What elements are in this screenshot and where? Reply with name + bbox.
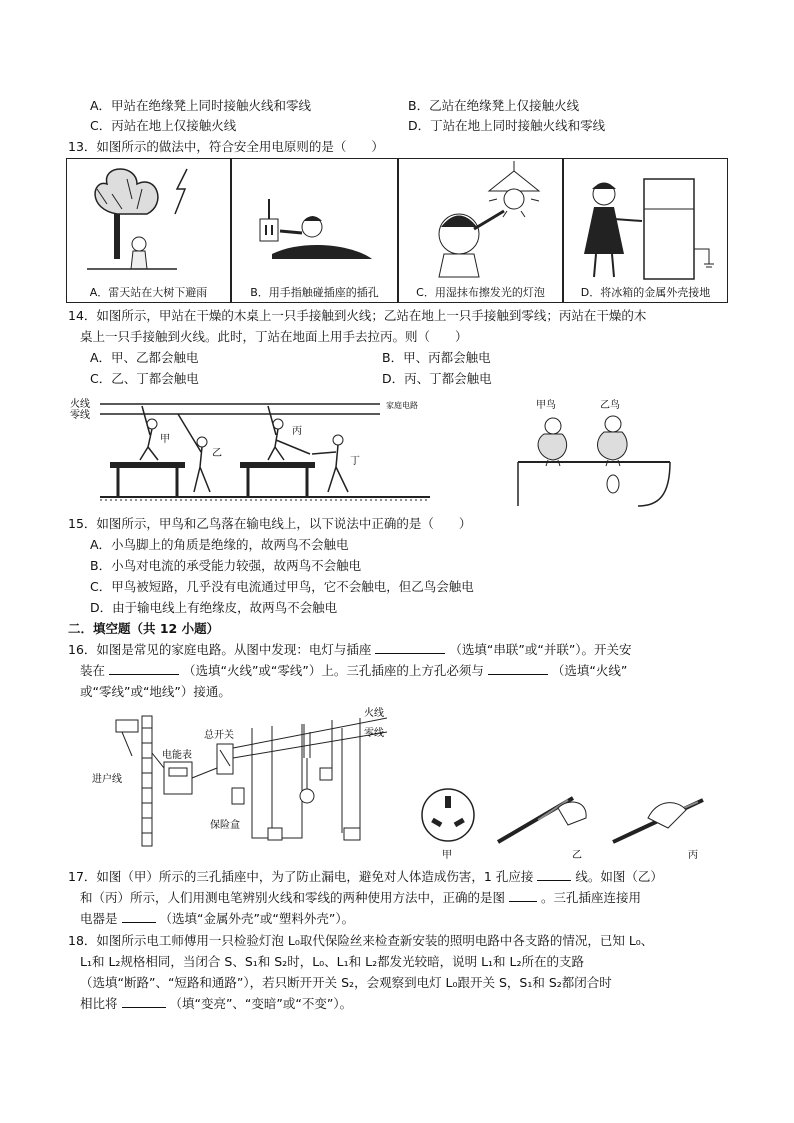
q16-line3: 或“零线”或“地线”）接通。 bbox=[80, 684, 231, 699]
q15-option-d: D．由于输电线上有绝缘皮，故两鸟不会触电 bbox=[90, 600, 338, 615]
q16-line2 bbox=[80, 661, 627, 681]
q14-jia-label: 甲 bbox=[160, 434, 170, 445]
q16-text-2c: （选填“火线” bbox=[551, 663, 628, 678]
q12-option-a: A．甲站在绝缘凳上同时接触火线和零线 bbox=[90, 98, 312, 113]
q12-option-b: B．乙站在绝缘凳上仅接触火线 bbox=[408, 98, 580, 113]
q17-blank-1[interactable] bbox=[537, 867, 571, 881]
q13-panel-a bbox=[66, 158, 231, 303]
q14-yi-label: 乙 bbox=[212, 448, 222, 459]
q15-option-c: C．甲鸟被短路，几乎没有电流通过甲鸟，它不会触电，但乙鸟会触电 bbox=[90, 579, 474, 594]
q16-text-1b: （选填“串联”或“并联”）。开关安 bbox=[449, 642, 632, 657]
q13-caption-b: B．用手指触碰插座的插孔 bbox=[250, 286, 379, 299]
q16-house-circuit-figure bbox=[92, 708, 392, 848]
q14-wire-people-figure bbox=[70, 392, 430, 507]
q16-entry-label: 进户线 bbox=[92, 774, 122, 785]
wet-cloth-bulb-illustration bbox=[399, 159, 564, 284]
fridge-ground-illustration bbox=[564, 159, 729, 284]
q16-text-2a: 装在 bbox=[80, 663, 106, 678]
q14-option-a: A．甲、乙都会触电 bbox=[90, 350, 199, 365]
q17-text-2b: 。三孔插座连接用 bbox=[540, 890, 641, 905]
q17-bing-label: 丙 bbox=[688, 850, 698, 861]
q14-option-d: D．丙、丁都会触电 bbox=[382, 371, 492, 386]
q14-bing-label: 丙 bbox=[292, 426, 302, 437]
section-2-heading: 二．填空题（共 12 小题） bbox=[68, 621, 220, 636]
q17-text-3a: 电器是 bbox=[80, 911, 118, 926]
bird-b-label: 乙鸟 bbox=[600, 400, 620, 411]
q16-text-1a: 16．如图是常见的家庭电路。从图中发现：电灯与插座 bbox=[68, 642, 372, 657]
q17-text-3b: （选填“金属外壳”或“塑料外壳”）。 bbox=[159, 911, 355, 926]
q18-line4 bbox=[80, 994, 352, 1014]
finger-socket-illustration bbox=[232, 159, 399, 284]
q16-blank-3[interactable] bbox=[488, 661, 548, 675]
q14-neutral-label: 零线 bbox=[70, 410, 90, 421]
q17-line3 bbox=[80, 909, 354, 929]
q13-panel-c bbox=[398, 158, 563, 303]
q13-caption-a: A．雷天站在大树下避雨 bbox=[89, 286, 208, 299]
q14-stem-line2: 桌上一只手接触到火线。此时，丁站在地面上用手去拉丙。则（ ） bbox=[80, 329, 468, 344]
q13-caption-c: C．用湿抹布擦发光的灯泡 bbox=[416, 286, 545, 299]
q13-panel-d bbox=[563, 158, 728, 303]
q17-jia-label: 甲 bbox=[442, 850, 452, 861]
q18-text-4a: 相比将 bbox=[80, 996, 118, 1011]
q17-socket-testpen-figure bbox=[418, 780, 718, 862]
q17-blank-3[interactable] bbox=[122, 909, 156, 923]
q13-panel-b bbox=[231, 158, 398, 303]
tree-lightning-illustration bbox=[67, 159, 232, 284]
q17-blank-2[interactable] bbox=[509, 888, 537, 902]
q14-home-label: 家庭电路 bbox=[386, 401, 418, 410]
q14-option-b: B．甲、丙都会触电 bbox=[382, 350, 491, 365]
q16-text-2b: （选填“火线”或“零线”）上。三孔插座的上方孔必须与 bbox=[182, 663, 484, 678]
q16-blank-2[interactable] bbox=[109, 661, 179, 675]
q17-text-2a: 和（丙）所示，人们用测电笔辨别火线和零线的两种使用方法中，正确的是图 bbox=[80, 890, 506, 905]
q15-option-b: B．小鸟对电流的承受能力较强，故两鸟不会触电 bbox=[90, 558, 362, 573]
q17-line2 bbox=[80, 888, 641, 908]
q15-option-a: A．小鸟脚上的角质是绝缘的，故两鸟不会触电 bbox=[90, 537, 349, 552]
q16-neutral-label: 零线 bbox=[364, 728, 384, 739]
q18-line2: L₁和 L₂规格相同，当闭合 S、S₁和 S₂时，L₀、L₁和 L₂都发光较暗，说明 L₁和 L₂所在的支路 bbox=[80, 954, 584, 969]
q17-line1 bbox=[68, 867, 663, 887]
q18-text-4b: （填“变亮”、“变暗”或“不变”）。 bbox=[169, 996, 353, 1011]
q17-yi-label: 乙 bbox=[572, 850, 582, 861]
q13-caption-d: D．将冰箱的金属外壳接地 bbox=[580, 286, 711, 299]
q16-main-switch-label: 总开关 bbox=[204, 730, 234, 741]
q18-text-3: （选填“断路”、“短路和通路”），若只断开开关 S₂，会观察到电灯 L₀跟开关 S，S₁和 S₂都闭合时 bbox=[80, 975, 612, 990]
q15-stem: 15．如图所示，甲鸟和乙鸟落在输电线上，以下说法中正确的是（ ） bbox=[68, 516, 472, 531]
q15-birds-figure bbox=[508, 396, 678, 508]
q16-meter-label: 电能表 bbox=[162, 750, 192, 761]
q12-option-d: D．丁站在地上同时接触火线和零线 bbox=[408, 118, 606, 133]
q14-stem-line1: 14．如图所示，甲站在干燥的木桌上一只手接触到火线；乙站在地上一只手接触到零线；丙站在干燥的木 bbox=[68, 308, 647, 323]
q13-stem: 13．如图所示的做法中，符合安全用电原则的是（ ） bbox=[68, 139, 384, 154]
q16-blank-1[interactable] bbox=[375, 640, 445, 654]
q12-option-c: C．丙站在地上仅接触火线 bbox=[90, 118, 237, 133]
q16-line1 bbox=[68, 640, 632, 660]
q14-live-label: 火线 bbox=[70, 399, 90, 410]
q16-fuse-label: 保险盒 bbox=[210, 820, 240, 831]
q14-ding-label: 丁 bbox=[350, 456, 360, 467]
q16-live-label: 火线 bbox=[364, 708, 384, 719]
q18-line3 bbox=[80, 973, 612, 993]
q17-text-1b: 线。如图（乙） bbox=[575, 869, 663, 884]
bird-a-label: 甲鸟 bbox=[536, 400, 556, 411]
q17-text-1a: 17．如图（甲）所示的三孔插座中，为了防止漏电，避免对人体造成伤害，1 孔应接 bbox=[68, 869, 534, 884]
q18-line1: 18．如图所示电工师傅用一只检验灯泡 L₀取代保险丝来检查新安装的照明电路中各支路的情况，已知 L₀、 bbox=[68, 933, 654, 948]
q18-blank-1[interactable] bbox=[122, 994, 166, 1008]
q14-option-c: C．乙、丁都会触电 bbox=[90, 371, 199, 386]
